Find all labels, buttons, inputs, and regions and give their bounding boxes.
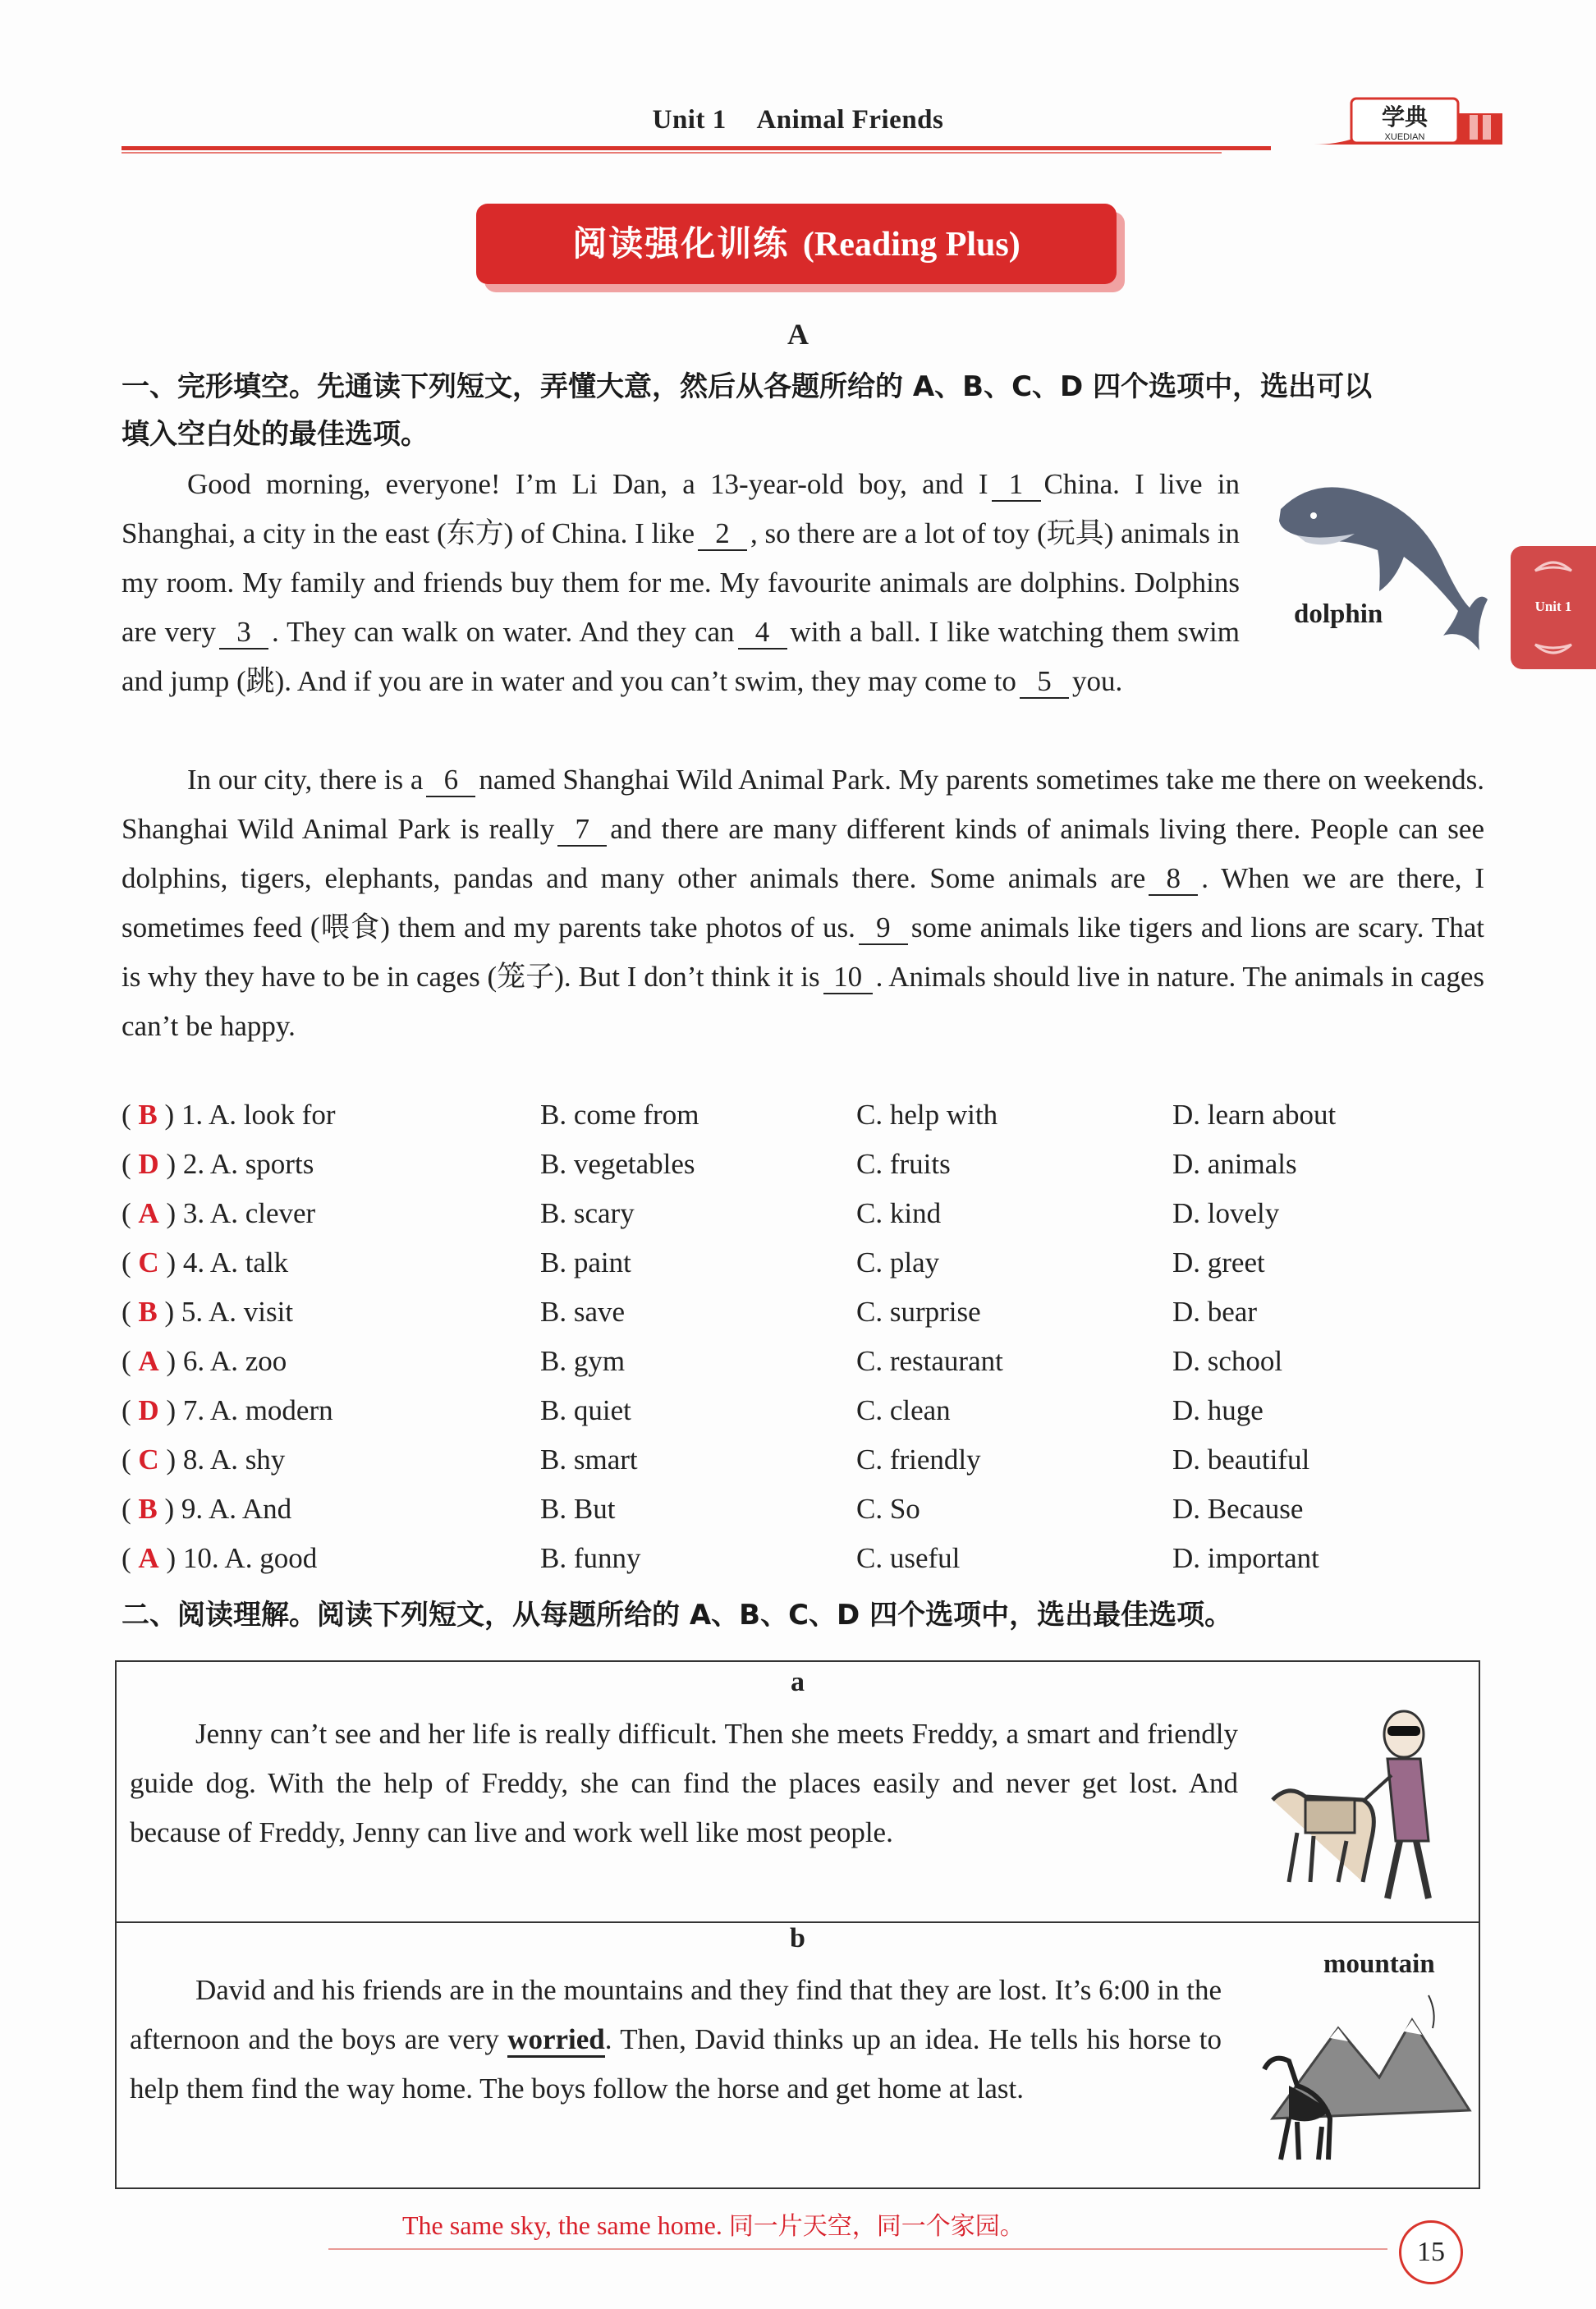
blank-8: 8 xyxy=(1149,863,1198,896)
option-a: 2. A. sports xyxy=(182,1148,314,1180)
option-d: D. important xyxy=(1172,1542,1319,1574)
p1-text-3: , so there are a lot of toy (玩具) animals in my room. My family and friends buy them for me. My favourite animals are dolphins. Dolphins are very xyxy=(122,517,1240,648)
option-b: B. come from xyxy=(540,1099,699,1131)
passage-b-letter: b xyxy=(790,1923,805,1953)
question-row: ( B ) 1. A. look for B. come from C. help with D. learn about xyxy=(122,1099,1337,1131)
option-c: C. fruits xyxy=(856,1148,951,1180)
cloze-options xyxy=(122,1099,1476,1591)
answer-mark: D xyxy=(138,1394,159,1426)
option-d: D. learn about xyxy=(1172,1099,1337,1131)
option-d: D. beautiful xyxy=(1172,1444,1310,1476)
p2-text-3: and there are many different kinds of animals living there. People can see dolphins, tigers, elephants, pandas and many other animals there. Some animals are xyxy=(122,813,1485,894)
blank-4: 4 xyxy=(738,617,787,650)
option-d: D. lovely xyxy=(1172,1197,1280,1229)
option-b: B. smart xyxy=(540,1444,638,1476)
option-c: C. help with xyxy=(856,1099,998,1131)
p1-text-1: Good morning, everyone! I’m Li Dan, a 13-year-old boy, and I xyxy=(187,468,988,500)
footer-slogan xyxy=(402,2206,1025,2242)
answer-mark: A xyxy=(138,1542,159,1574)
option-a: 7. A. modern xyxy=(182,1394,333,1426)
question-row: ( C ) 8. A. shy B. smart C. friendly D. beautiful xyxy=(122,1444,1310,1476)
option-b: B. paint xyxy=(540,1246,631,1278)
blank-6: 6 xyxy=(426,764,475,797)
passage-b-text-2: . Then, David thinks up an idea. He tells his horse to help them find the way home. The boys follow the horse and get home at last. xyxy=(130,2023,1222,2105)
answer-mark: B xyxy=(138,1296,158,1328)
option-b: B. quiet xyxy=(540,1394,631,1426)
logo-cn: 学典 xyxy=(1381,103,1429,131)
blank-2: 2 xyxy=(698,518,747,551)
logo-graphic xyxy=(1314,97,1502,148)
question-row: ( D ) 2. A. sports B. vegetables C. fruits D. animals xyxy=(122,1148,1297,1180)
question-row: ( A ) 10. A. good B. funny C. useful D. important xyxy=(122,1542,1319,1574)
passage-a-letter: a xyxy=(791,1667,805,1697)
option-d: D. school xyxy=(1172,1345,1283,1377)
passage-a-body: Jenny can’t see and her life is really difficult. Then she meets Freddy, a smart and friendly guide dog. With the help of Freddy, she can find the places easily and never get lost. And because of Freddy, Jenny can live and work well like most people. xyxy=(130,1718,1238,1848)
reading-plus-banner xyxy=(476,204,1117,284)
guide-dog-image xyxy=(1256,1701,1470,1915)
option-c: C. surprise xyxy=(856,1296,981,1328)
blank-1: 1 xyxy=(992,469,1041,502)
passage-a-text xyxy=(130,1710,1238,1857)
unit-side-tab xyxy=(1511,546,1596,669)
blank-10: 10 xyxy=(823,962,873,994)
option-d: D. Because xyxy=(1172,1493,1304,1525)
keyword-worried: worried xyxy=(507,2023,605,2058)
answer-mark: C xyxy=(138,1444,159,1476)
passage-b-text xyxy=(130,1966,1222,2114)
option-c: C. useful xyxy=(856,1542,961,1574)
passage-b-text-1: David and his friends are in the mountains and they find that they are lost. It’s 6:00 in the afternoon and the boys are very xyxy=(130,1974,1222,2055)
blank-3: 3 xyxy=(219,617,268,650)
blank-9: 9 xyxy=(859,912,908,945)
option-c: C. play xyxy=(856,1246,940,1278)
horse-mountain-image xyxy=(1240,1987,1478,2176)
p2-text-6: . Animals should live in nature. The animals in cages can’t be happy. xyxy=(122,961,1485,1042)
option-b: B. But xyxy=(540,1493,616,1525)
answer-mark: D xyxy=(138,1148,159,1180)
banner-cn: 阅读强化训练 xyxy=(572,223,790,264)
option-d: D. animals xyxy=(1172,1148,1297,1180)
option-b: B. vegetables xyxy=(540,1148,695,1180)
question-row: ( A ) 3. A. clever B. scary C. kind D. lovely xyxy=(122,1197,1280,1229)
section-letter-a: A xyxy=(787,318,809,351)
option-b: B. gym xyxy=(540,1345,626,1377)
p1-text-4: . They can walk on water. And they can xyxy=(271,616,735,648)
option-a: 5. A. visit xyxy=(181,1296,294,1328)
mountain-caption: mountain xyxy=(1323,1949,1435,1979)
p2-text-2: named Shanghai Wild Animal Park. My parents sometimes take me there on weekends. Shanghai Wild Animal Park is really xyxy=(122,764,1484,845)
p2-text-5: some animals like tigers and lions are scary. That is why they have to be in cages (笼子). But I don’t think it is xyxy=(122,911,1485,993)
logo-en: XUEDIAN xyxy=(1384,132,1425,142)
footer-en: The same sky, the same home. xyxy=(402,2210,722,2240)
question-row: ( B ) 5. A. visit B. save C. surprise D. bear xyxy=(122,1296,1258,1328)
option-d: D. bear xyxy=(1172,1296,1258,1328)
instruction-line-2: 填入空白处的最佳选项。 xyxy=(122,418,429,451)
option-a: 3. A. clever xyxy=(182,1197,316,1229)
footer-line xyxy=(328,2248,1387,2250)
answer-mark: B xyxy=(138,1493,158,1525)
blank-7: 7 xyxy=(557,814,607,847)
option-c: C. So xyxy=(856,1493,920,1525)
p2-text-1: In our city, there is a xyxy=(187,764,424,796)
header-rule-thin xyxy=(122,152,1222,154)
option-a: 6. A. zoo xyxy=(182,1345,287,1377)
header-rule xyxy=(122,146,1271,150)
instruction-line-1: 一、完形填空。先通读下列短文，弄懂大意，然后从各题所给的 A、B、C、D 四个选项中，选出可以 xyxy=(122,370,1373,403)
question-row: ( D ) 7. A. modern B. quiet C. clean D. huge xyxy=(122,1394,1264,1426)
page-number: 15 xyxy=(1399,2220,1463,2284)
option-b: B. funny xyxy=(540,1542,641,1574)
passage-a-paragraph-2 xyxy=(122,755,1484,1051)
answer-mark: C xyxy=(138,1246,159,1278)
side-tab-label: Unit 1 xyxy=(1534,599,1572,614)
option-a: 10. A. good xyxy=(182,1542,318,1574)
p2-text-4: . When we are there, I sometimes feed (喂食) them and my parents take photos of us. xyxy=(122,862,1484,943)
option-a: 9. A. And xyxy=(181,1493,292,1525)
passage-a-paragraph-1-top xyxy=(122,460,1240,706)
blank-5: 5 xyxy=(1020,666,1069,699)
option-c: C. kind xyxy=(856,1197,942,1229)
option-c: C. restaurant xyxy=(856,1345,1003,1377)
question-row: ( A ) 6. A. zoo B. gym C. restaurant D. school xyxy=(122,1345,1283,1377)
question-row: ( C ) 4. A. talk B. paint C. play D. greet xyxy=(122,1246,1265,1278)
footer-cn: 同一片天空，同一个家园。 xyxy=(728,2212,1025,2241)
answer-mark: A xyxy=(138,1345,159,1377)
publisher-logo xyxy=(1314,97,1502,148)
guide-dog-icon xyxy=(1256,1701,1470,1915)
answer-mark: B xyxy=(138,1099,158,1131)
option-b: B. save xyxy=(540,1296,626,1328)
p1-text-2: China. I live in Shanghai, a city in the east (东方) of China. I like xyxy=(122,468,1240,549)
horse-mountain-icon xyxy=(1240,1987,1478,2176)
option-d: D. huge xyxy=(1172,1394,1264,1426)
dolphin-caption: dolphin xyxy=(1294,599,1383,629)
p1-text-5: with a ball. I like watching them swim and jump (跳). And if you are in water and you can’t swim, they may come to xyxy=(122,616,1240,697)
banner-en: (Reading Plus) xyxy=(802,226,1020,264)
option-a: 8. A. shy xyxy=(182,1444,286,1476)
answer-mark: A xyxy=(138,1197,159,1229)
unit-label: Unit 1 xyxy=(652,105,727,135)
option-c: C. friendly xyxy=(856,1444,981,1476)
dolphin-image xyxy=(1264,460,1494,657)
option-c: C. clean xyxy=(856,1394,951,1426)
unit-title: Animal Friends xyxy=(756,105,944,135)
question-row: ( B ) 9. A. And B. But C. So D. Because xyxy=(122,1493,1304,1525)
reading-instruction: 二、阅读理解。阅读下列短文，从每题所给的 A、B、C、D 四个选项中，选出最佳选项。 xyxy=(122,1599,1233,1632)
option-b: B. scary xyxy=(540,1197,635,1229)
option-a: 4. A. talk xyxy=(182,1246,289,1278)
option-d: D. greet xyxy=(1172,1246,1265,1278)
p1-text-6: you. xyxy=(1071,665,1123,697)
cloze-instruction xyxy=(122,363,1484,458)
option-a: 1. A. look for xyxy=(181,1099,336,1131)
